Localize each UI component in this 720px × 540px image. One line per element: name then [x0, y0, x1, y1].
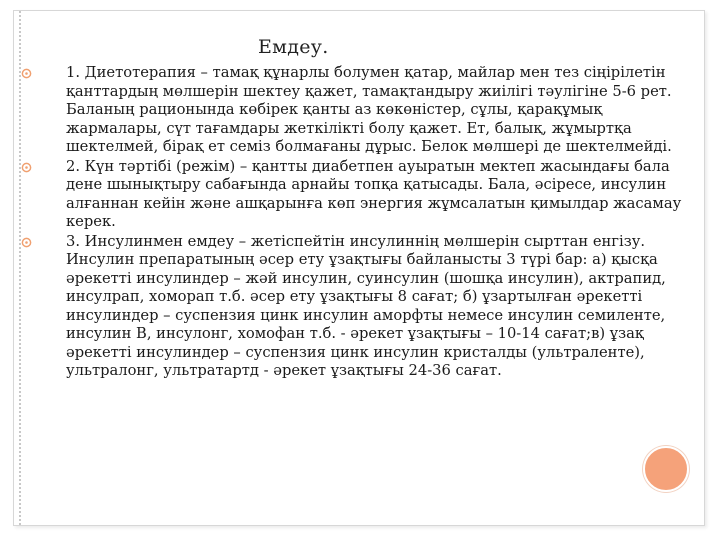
circle-target-bullet-icon: [21, 237, 32, 248]
slide-title: Емдеу.: [258, 36, 329, 58]
list-item-text: 2. Күн тәртібі (режім) – қантты диабетпен ауыратын мектеп жасындағы бала дене шынықтыру сабағында арнайы топқа қатысады. Бала, әсіресе, инсулин алғаннан кейін және ашқарынға көп энергия жұмсалатын қимылдар жасамау керек.: [66, 157, 682, 230]
circle-target-bullet-icon: [21, 162, 32, 173]
circle-target-bullet-icon: [21, 68, 32, 79]
slide-left-dotted-rule: [19, 11, 21, 525]
list-item-insulin-therapy: [66, 233, 686, 381]
list-item-text: 1. Диетотерапия – тамақ құнарлы болумен қатар, майлар мен тез сіңірілетін қанттардың мөлшерін шектеу қажет, тамақтандыру жиілігі тәулігіне 5-6 рет. Баланың рационында көбірек қанты аз көкөністер, сұлы, қарақұмық жармалары, сүт тағамдары жеткілікті болу қажет. Ет, балық, жұмыртқа шектелмей, бірақ ет семіз болмағаны дұрыс. Белок мөлшері де шектелмейді.: [66, 64, 672, 155]
list-item-diet-therapy: [66, 64, 686, 157]
content-list: [66, 64, 686, 381]
list-item-daily-regimen: [66, 158, 686, 232]
decorative-orange-circle: [643, 446, 689, 492]
list-item-text: 3. Инсулинмен емдеу – жетіспейтін инсулиннің мөлшерін сырттан енгізу. Инсулин препаратының әсер ету ұзақтығы байланысты 3 түрі бар: а) қысқа әрекетті инсулиндер – жәй инсулин, суинсулин (шошқа инсулин), актрапид, инсулрап, хоморап т.б. әсер ету ұзақтығы 8 сағат; б) ұзартылған әрекетті инсулиндер – суспензия цинк инсулин аморфты немесе инсулин семиленте, инсулин B, инсулонг, хомофан т.б. - әрекет ұзақтығы – 10-14 сағат;в) ұзақ әрекетті инсулиндер – суспензия цинк инсулин кристалды (ультраленте), ультралонг, ультратартд - әрекет ұзақтығы 24-36 сағат.: [66, 232, 666, 379]
